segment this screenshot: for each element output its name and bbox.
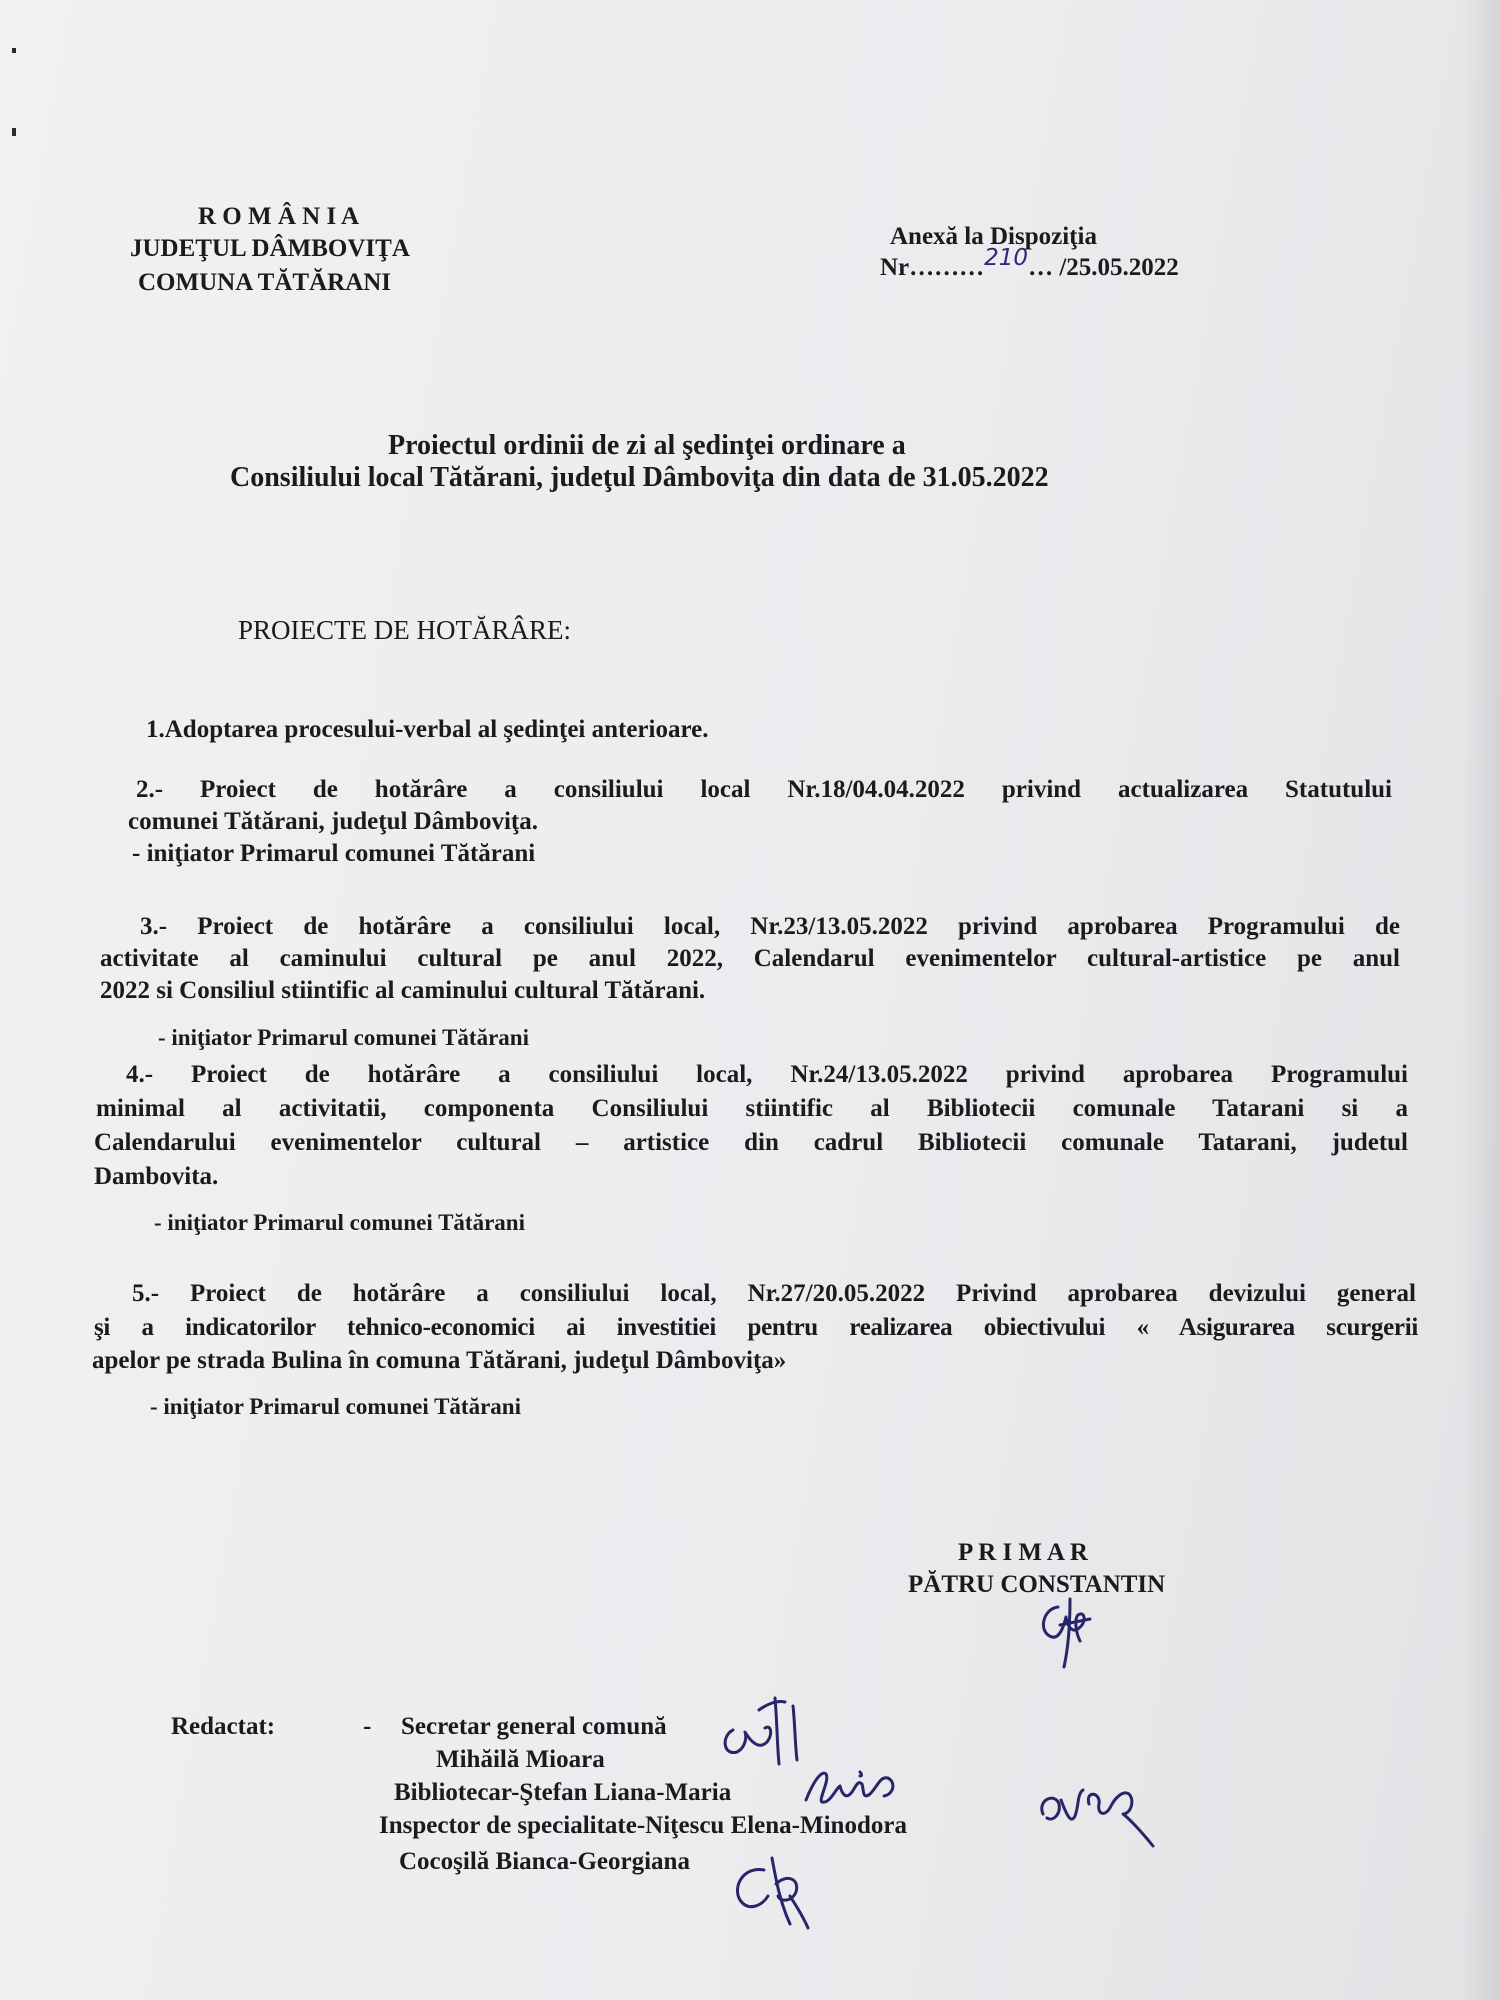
drafted-line-3: Bibliotecar-Ştefan Liana-Maria <box>394 1779 732 1806</box>
agenda-item-3-line-3: 2022 si Consiliul stiintific al caminului cultural Tătărani. <box>100 977 706 1004</box>
librarian-signature <box>800 1760 910 1810</box>
agenda-item-5-initiator: - iniţiator Primarul comunei Tătărani <box>150 1394 521 1419</box>
agenda-item-2-line-2: comunei Tătărani, judeţul Dâmboviţa. <box>128 808 538 835</box>
agenda-item-3-initiator: - iniţiator Primarul comunei Tătărani <box>158 1025 529 1050</box>
drafted-dash: - <box>363 1713 372 1740</box>
agenda-item-4-line-1: 4.- Proiect de hotărâre a consiliului local, Nr.24/13.05.2022 privind aprobarea Programului <box>126 1061 1408 1088</box>
disposition-number <box>880 245 1179 283</box>
drafted-line-2: Mihăilă Mioara <box>436 1746 605 1773</box>
section-heading: PROIECTE DE HOTĂRÂRE: <box>238 615 571 645</box>
agenda-item-3-line-1: 3.- Proiect de hotărâre a consiliului local, Nr.23/13.05.2022 privind aprobarea Programului de <box>140 913 1400 940</box>
drafted-line-4: Inspector de specialitate-Niţescu Elena-Minodora <box>379 1812 907 1839</box>
agenda-item-4-line-2: minimal al activitatii, componenta Consiliului stiintific al Bibliotecii comunale Tatarani si a <box>96 1095 1408 1122</box>
paper-speck <box>12 48 16 53</box>
drafted-label: Redactat: <box>171 1713 276 1740</box>
agenda-item-4-initiator: - iniţiator Primarul comunei Tătărani <box>154 1210 525 1235</box>
header-country: R O M Â N I A <box>198 203 360 230</box>
drafted-line-1: Secretar general comună <box>401 1713 667 1740</box>
paper-speck <box>12 128 16 136</box>
agenda-item-5-line-3: apelor pe strada Bulina în comuna Tătărani, judeţul Dâmboviţa» <box>92 1347 787 1374</box>
title-line-2: Consiliului local Tătărani, judeţul Dâmboviţa din data de 31.05.2022 <box>230 462 1049 493</box>
secretary-signature <box>715 1690 810 1770</box>
nr-prefix: Nr……… <box>880 254 985 281</box>
header-commune: COMUNA TĂTĂRANI <box>138 269 392 296</box>
agenda-item-4-line-3: Calendarului evenimentelor cultural – artistice din cadrul Bibliotecii comunale Tatarani, judetul <box>94 1129 1408 1156</box>
agenda-item-2-line-1: 2.- Proiect de hotărâre a consiliului local Nr.18/04.04.2022 privind actualizarea Statutului <box>136 776 1392 803</box>
annex-label: Anexă la Dispoziţia <box>890 223 1097 250</box>
agenda-item-5-line-1: 5.- Proiect de hotărâre a consiliului local, Nr.27/20.05.2022 Privind aprobarea devizului general <box>132 1280 1416 1307</box>
drafted-line-5: Cocoşilă Bianca-Georgiana <box>399 1848 690 1875</box>
nr-suffix: … /25.05.2022 <box>1028 254 1179 281</box>
agenda-item-3-line-2: activitate al caminului cultural pe anul 2022, Calendarul evenimentelor cultural-artistice pe anul <box>100 945 1400 972</box>
title-line-1: Proiectul ordinii de zi al şedinţei ordinare a <box>388 430 906 461</box>
assistant-signature <box>720 1840 820 1935</box>
agenda-item-2-initiator: - iniţiator Primarul comunei Tătărani <box>132 840 536 867</box>
inspector-signature <box>1035 1770 1165 1850</box>
agenda-item-5-line-2: şi a indicatorilor tehnico-economici ai investitiei pentru realizarea obiectivului « Asigurarea scurgerii <box>94 1314 1418 1341</box>
header-county: JUDEŢUL DÂMBOVIŢA <box>130 235 410 262</box>
agenda-item-1: 1.Adoptarea procesului-verbal al şedinţei anterioare. <box>146 716 709 743</box>
mayor-role: P R I M A R <box>958 1539 1088 1566</box>
nr-handwritten: 210 <box>984 245 1029 271</box>
agenda-item-4-line-4: Dambovita. <box>94 1163 219 1190</box>
mayor-signature <box>1030 1585 1100 1675</box>
mayor-name: PĂTRU CONSTANTIN <box>908 1571 1166 1598</box>
